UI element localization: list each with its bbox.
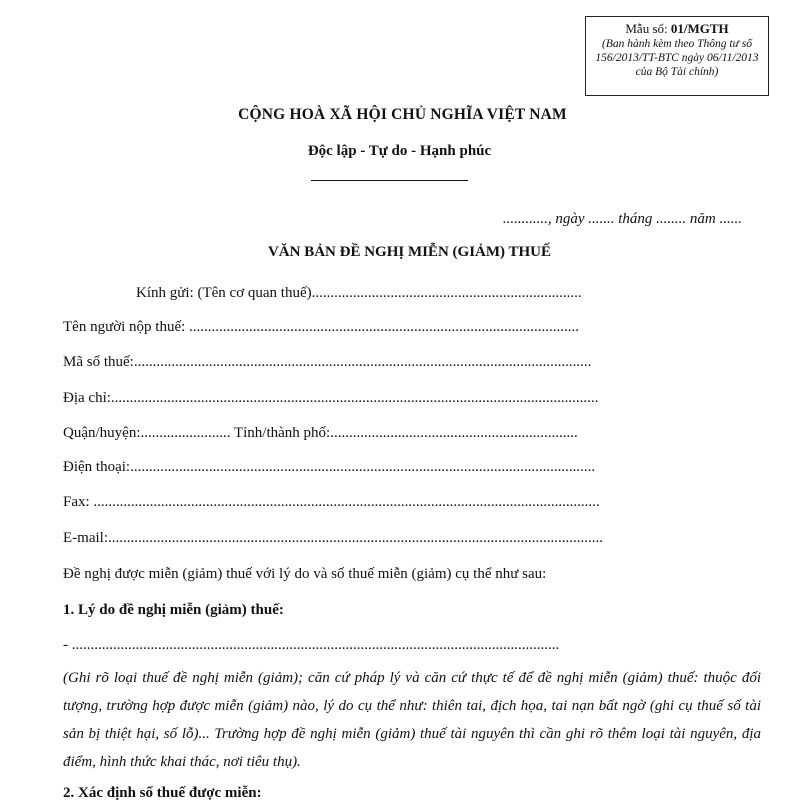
form-number-value: 01/MGTH — [670, 21, 729, 36]
motto: Độc lập - Tự do - Hạnh phúc — [307, 143, 492, 159]
form-number-box — [585, 16, 769, 96]
field-taxpayer-name: Tên người nộp thuế: ........................................................................................................ — [63, 319, 580, 335]
addressee-line: Kính gửi: (Tên cơ quan thuế)........................................................................ — [136, 285, 582, 301]
form-issuance-note: (Ban hành kèm theo Thông tư số 156/2013/TT-BTC ngày 06/11/2013 của Bộ Tài chính) — [595, 38, 759, 78]
field-district-province: Quận/huyện:........................ Tỉnh/thành phố:.................................................................. — [63, 425, 578, 441]
field-address: Địa chỉ:.................................................................................................................................. — [63, 390, 599, 406]
section-1-bullet-line: - .................................................................................................................................. — [63, 637, 560, 653]
form-number-label: Mẫu số: — [625, 21, 668, 36]
request-intro: Đề nghị được miễn (giảm) thuế với lý do và số thuế miễn (giảm) cụ thể như sau: — [63, 566, 547, 582]
field-tax-code: Mã số thuế:.......................................................................................................................... — [63, 354, 592, 370]
field-phone: Điện thoại:............................................................................................................................ — [63, 459, 596, 475]
motto-underline — [311, 180, 468, 181]
date-line: ............, ngày ....... tháng ........ năm ...... — [502, 211, 742, 227]
section-2-heading: 2. Xác định số thuế được miễn: — [63, 785, 262, 801]
section-1-heading: 1. Lý do đề nghị miễn (giảm) thuế: — [63, 602, 284, 618]
field-fax: Fax: ....................................................................................................................................... — [63, 494, 600, 510]
nation-heading: CỘNG HOÀ XÃ HỘI CHỦ NGHĨA VIỆT NAM — [238, 106, 567, 123]
field-email: E-mail:.................................................................................................................................... — [63, 530, 603, 546]
document-title: VĂN BẢN ĐỀ NGHỊ MIỄN (GIẢM) THUẾ — [267, 244, 552, 260]
form-number — [586, 21, 768, 37]
section-1-instruction-note: (Ghi rõ loại thuế đề nghị miễn (giảm); căn cứ pháp lý và căn cứ thực tế để đề nghị miễn (giảm) thuế: thuộc đối tượng, trường hợp được miễn (giảm) nào, lý do cụ thể như: thiên tai, địch họa, tai nạn bất ngờ (ghi cụ thuế số tài sản bị thiệt hại, số lỗ)... Trường hợp đề nghị miễn (giảm) thuế tài nguyên thì cần ghi rõ thêm loại tài nguyên, địa điểm, hình thức khai thác, nơi tiêu thụ). — [63, 670, 761, 770]
